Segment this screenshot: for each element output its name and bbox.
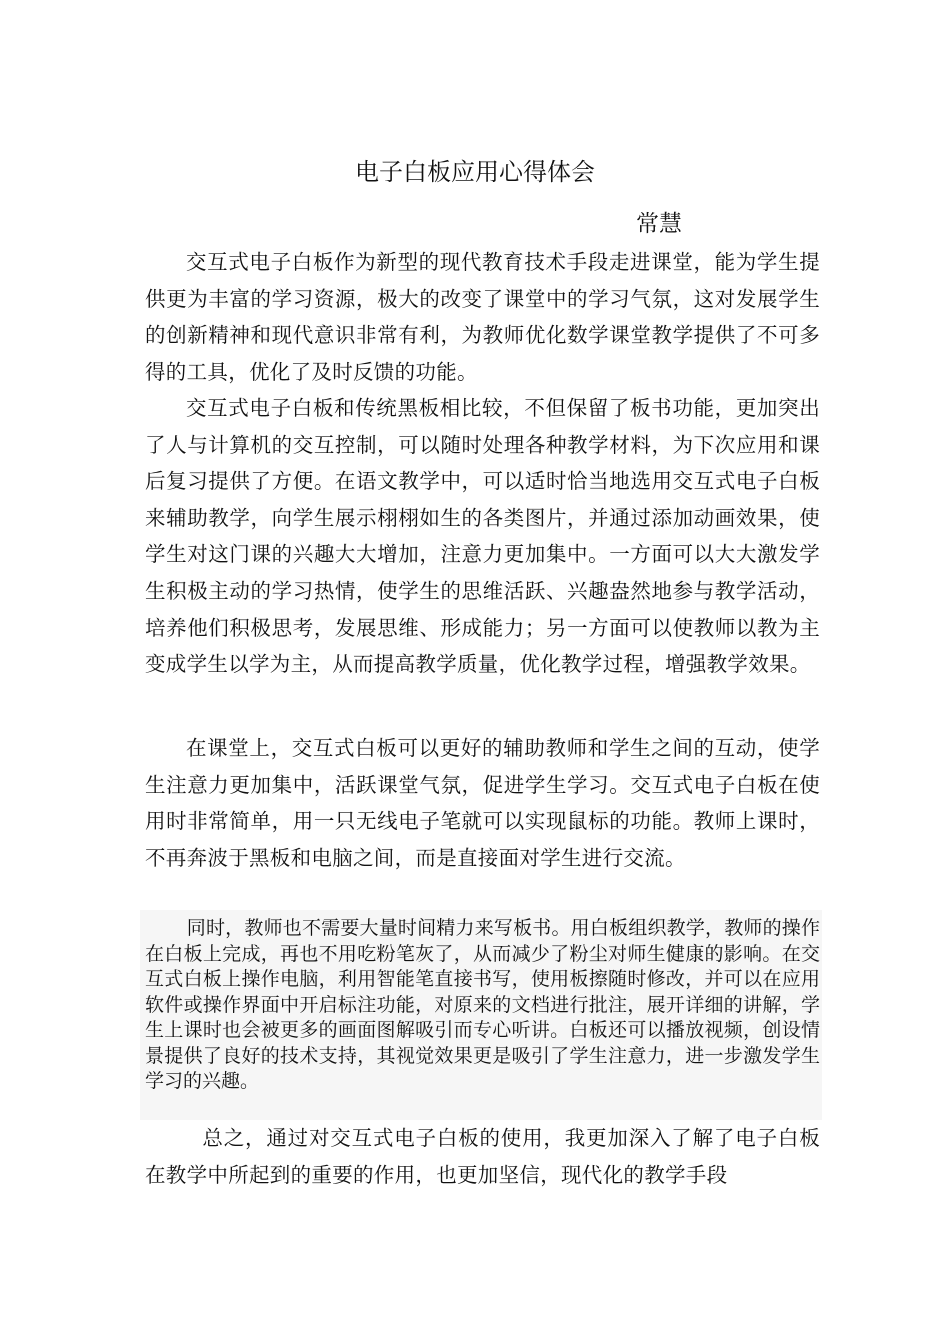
paragraph-3: 在课堂上，交互式白板可以更好的辅助教师和学生之间的互动，使学生注意力更加集中，活跃课堂气氛，促进学生学习。交互式电子白板在使用时非常简单，用一只无线电子笔就可以实现鼠标的功能。教师上课时，不再奔波于黑板和电脑之间，而是直接面对学生进行交流。 [145, 736, 820, 870]
paragraph-4: 同时，教师也不需要大量时间精力来写板书。用白板组织教学，教师的操作在白板上完成，再也不用吃粉笔灰了，从而减少了粉尘对师生健康的影响。在交互式白板上操作电脑，利用智能笔直接书写，使用板擦随时修改，并可以在应用软件或操作界面中开启标注功能，对原来的文档进行批注，展开详细的讲解，学生上课时也会被更多的画面图解吸引而专心听讲。白板还可以播放视频，创设情景提供了良好的技术支持，其视觉效果更是吸引了学生注意力，进一步激发学生学习的兴趣。 [145, 917, 820, 1092]
author-name: 常慧 [636, 211, 682, 237]
paragraph-2: 交互式电子白板和传统黑板相比较，不但保留了板书功能，更加突出了人与计算机的交互控制，可以随时处理各种教学材料，为下次应用和课后复习提供了方便。在语文教学中，可以适时恰当地选用交互式电子白板来辅助教学，向学生展示栩栩如生的各类图片，并通过添加动画效果，使学生对这门课的兴趣大大增加，注意力更加集中。一方面可以大大激发学生积极主动的学习热情，使学生的思维活跃、兴趣盎然地参与教学活动，培养他们积极思考，发展思维、形成能力；另一方面可以使教师以教为主变成学生以学为主，从而提高教学质量，优化教学过程，增强教学效果。 [145, 396, 820, 677]
paragraph-1: 交互式电子白板作为新型的现代教育技术手段走进课堂，能为学生提供更为丰富的学习资源，极大的改变了课堂中的学习气氛，这对发展学生的创新精神和现代意识非常有利，为教师优化数学课堂教学提供了不可多得的工具，优化了及时反馈的功能。 [145, 250, 820, 384]
paragraph-5: 总之，通过对交互式电子白板的使用，我更加深入了解了电子白板在教学中所起到的重要的作用，也更加坚信，现代化的教学手段 [145, 1126, 820, 1187]
document-title: 电子白板应用心得体会 [355, 158, 595, 186]
